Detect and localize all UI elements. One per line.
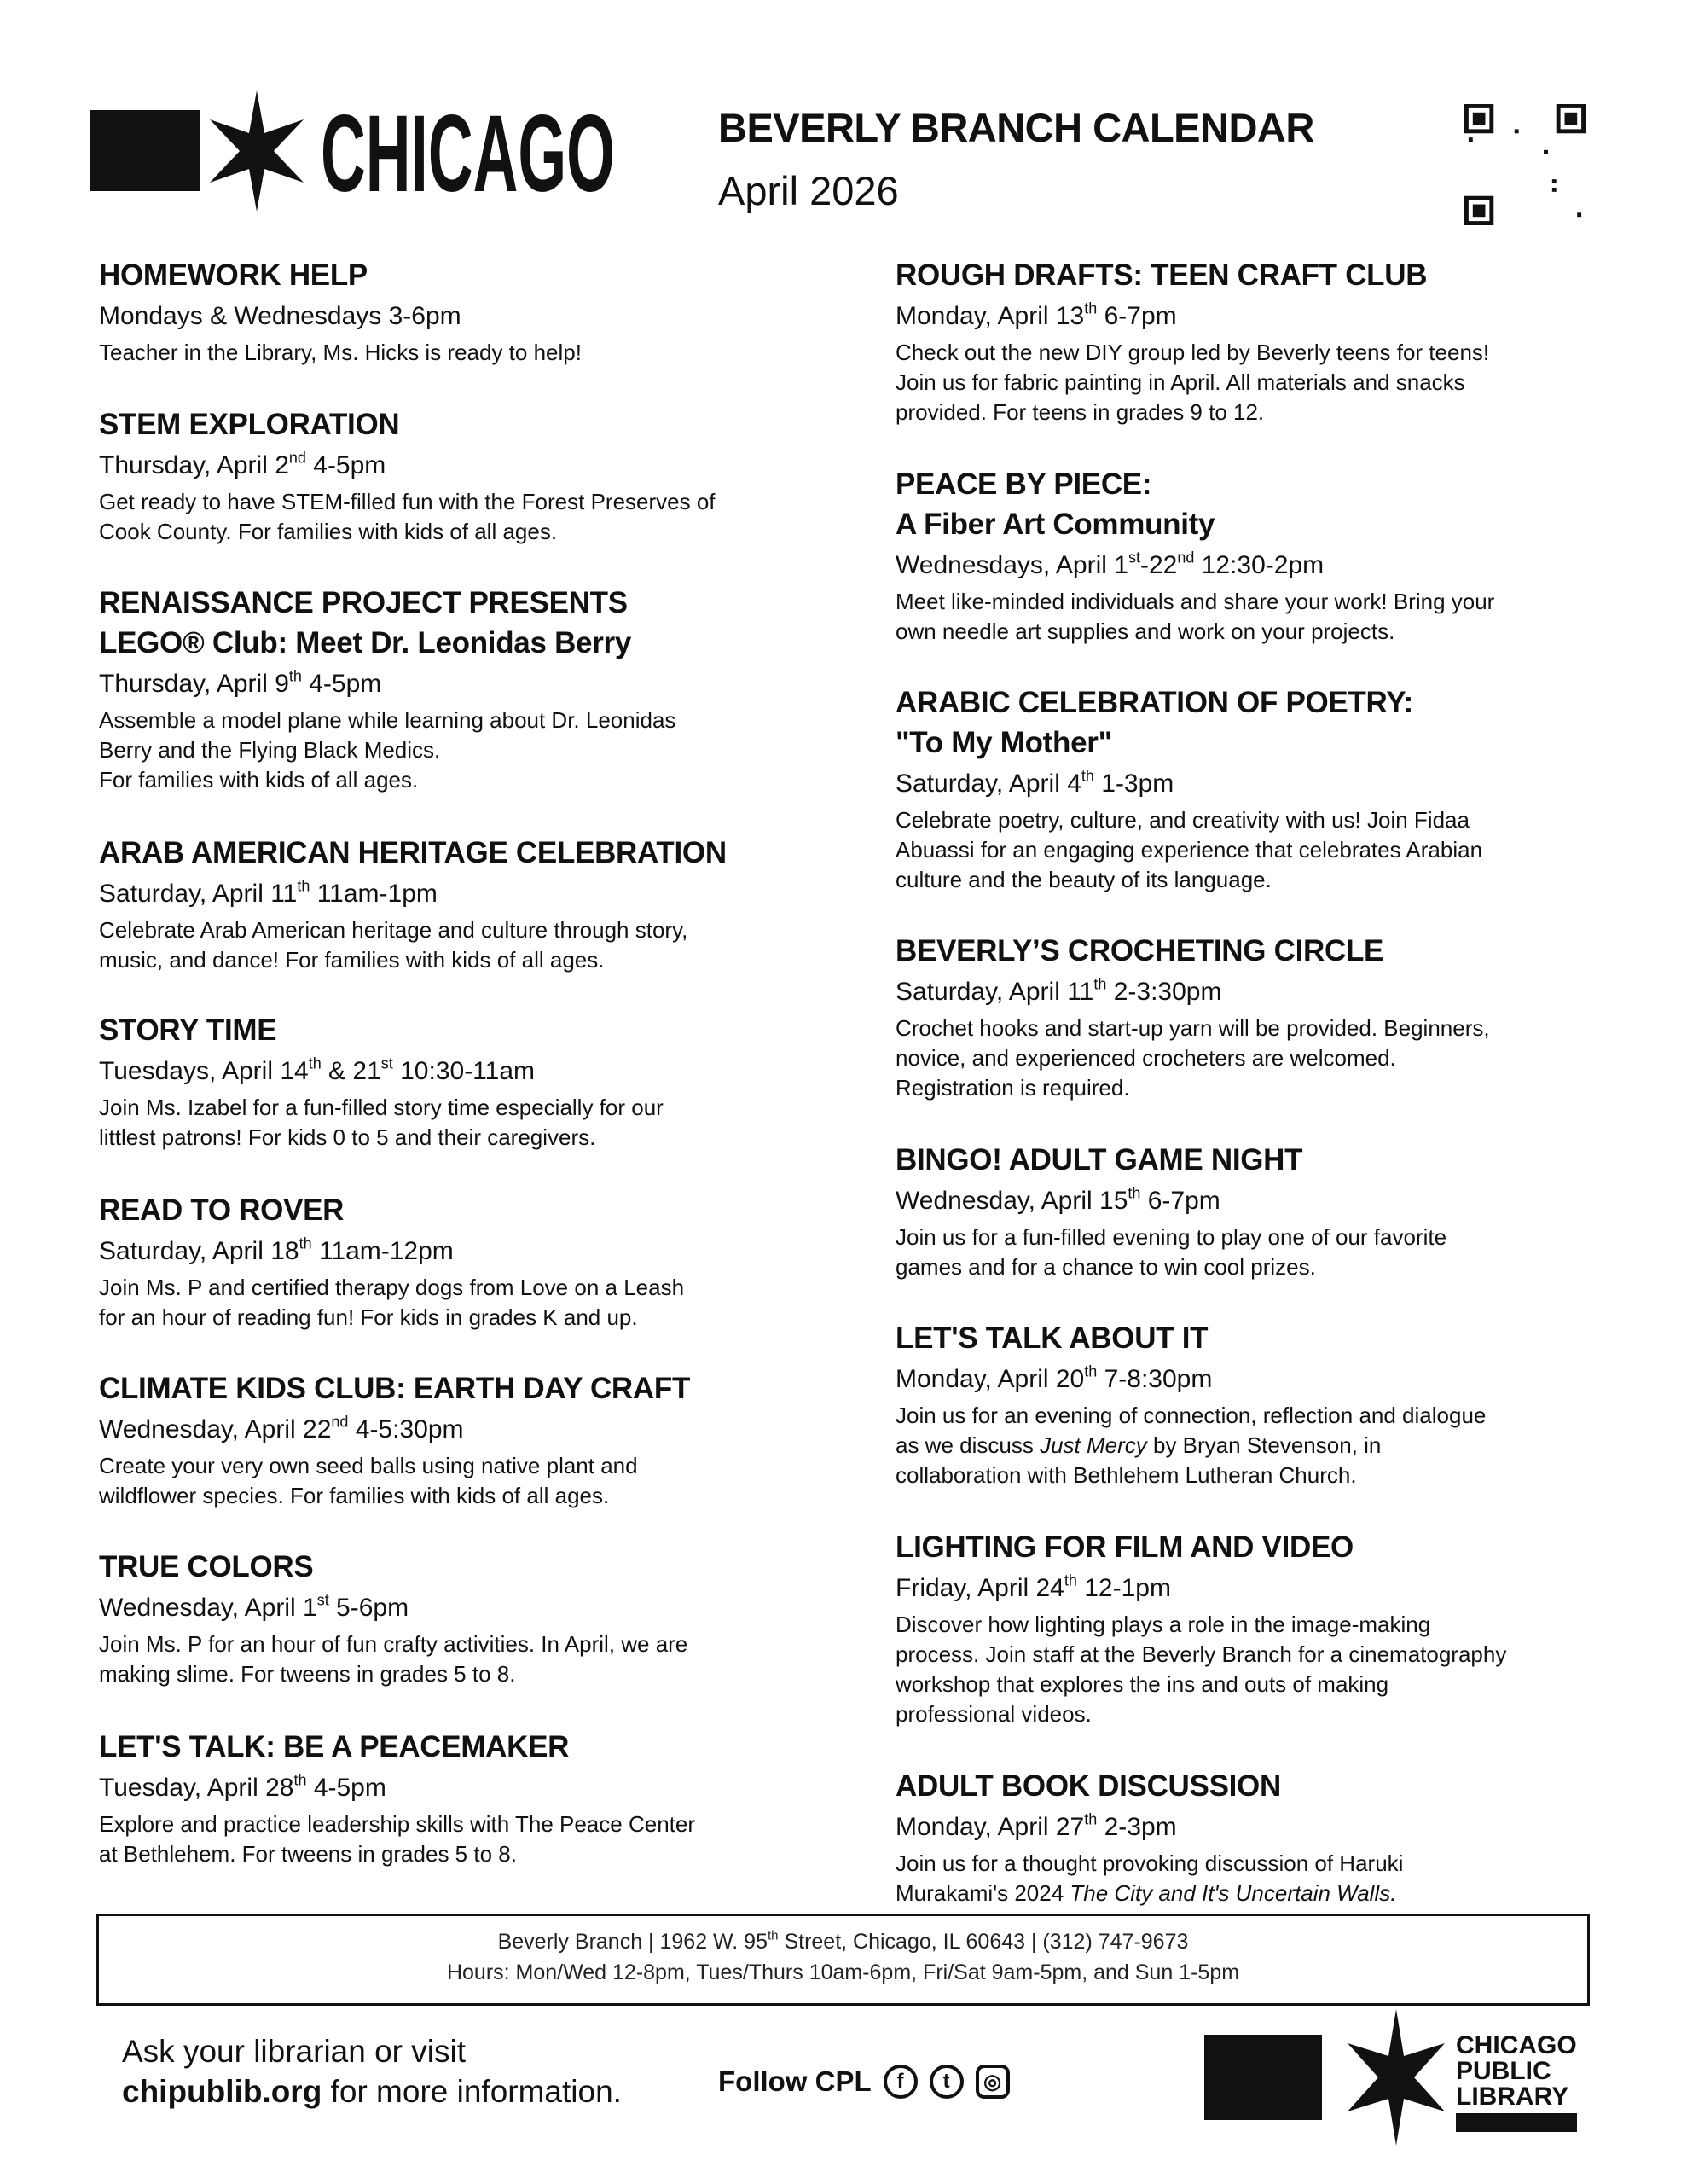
text-segment: th [1084,1810,1098,1828]
event-date [896,768,1612,800]
event-title [896,931,1612,971]
text-segment: workshop that explores the ins and outs of making [896,1671,1389,1697]
description-line [896,1461,1612,1490]
text-segment: th [1081,767,1094,785]
event-date [99,878,815,910]
event-title-line: CLIMATE KIDS CLUB: EARTH DAY CRAFT [99,1372,691,1405]
text-segment: littlest patrons! For kids 0 to 5 and their caregivers. [99,1124,596,1150]
event-title-line: READ TO ROVER [99,1194,345,1227]
description-line [99,1123,815,1153]
text-segment: Wednesday, April 15 [896,1187,1128,1215]
event-description [99,915,815,975]
calendar-month: April 2026 [718,168,899,213]
event-title-line: HOMEWORK HELP [99,258,368,292]
description-line [896,1849,1612,1879]
text-segment: Check out the new DIY group led by Beverly teens for teens! [896,340,1490,365]
event-left-5 [99,1190,815,1333]
description-line [896,1014,1612,1043]
description-line [896,1401,1612,1431]
text-segment: provided. For teens in grades 9 to 12. [896,399,1265,425]
text-segment: 5-6pm [328,1594,409,1622]
text-segment: -22 [1139,551,1178,579]
text-segment: th [288,667,302,685]
event-description [99,1809,815,1869]
event-title [99,1368,815,1409]
text-segment: Registration is required. [896,1075,1130,1101]
description-line [896,1431,1612,1461]
event-date [896,976,1612,1008]
description-line [896,865,1612,895]
text-segment: for an hour of reading fun! For kids in grades K and up. [99,1304,638,1330]
text-segment: Monday, April 27 [896,1813,1085,1841]
event-title-line: LIGHTING FOR FILM AND VIDEO [896,1531,1354,1564]
event-date [99,1235,815,1268]
chipublib-link[interactable]: chipublib.org [122,2074,322,2109]
text-segment: th [299,1234,312,1252]
event-title [896,464,1612,544]
follow-cpl: Follow CPL f t ◎ [718,2065,1010,2099]
event-description [896,1610,1612,1729]
description-line [896,587,1612,617]
description-line [99,1093,815,1123]
text-segment: Tuesdays, April 14 [99,1057,309,1085]
svg-text:CHICAGO: CHICAGO [321,93,615,212]
svg-text:LIBRARY: LIBRARY [1456,2082,1569,2111]
event-title-line: LEGO® Club: Meet Dr. Leonidas Berry [99,626,632,659]
description-line [99,338,815,368]
event-description [896,338,1612,427]
text-segment: Saturday, April 11 [896,978,1094,1006]
event-date [99,668,815,700]
event-title-line: ARAB AMERICAN HERITAGE CELEBRATION [99,836,727,869]
text-segment: by Bryan Stevenson, in [1146,1432,1382,1458]
event-title-line: A Fiber Art Community [896,508,1215,541]
text-segment: th [308,1054,322,1072]
text-segment: 10:30-11am [392,1057,535,1085]
text-segment: Join us for a fun-filled evening to play one of our favorite [896,1224,1447,1250]
text-segment: th [297,877,310,895]
description-line [896,805,1612,835]
event-right-7 [896,1766,1612,1908]
branch-info-box [96,1914,1590,2006]
qr-code[interactable] [1464,104,1586,225]
text-segment: Create your very own seed balls using native plant and [99,1453,638,1478]
event-date [896,1811,1612,1844]
description-line [896,1699,1612,1729]
text-segment: th [1128,1184,1141,1202]
text-segment: th [1093,975,1107,993]
event-title-line: ADULT BOOK DISCUSSION [896,1769,1281,1803]
text-segment: 6-7pm [1140,1187,1220,1215]
event-description [99,1093,815,1153]
event-date [896,300,1612,333]
event-description [99,706,815,795]
description-line [99,517,815,547]
description-line [896,1223,1612,1252]
text-segment: Abuassi for an engaging experience that celebrates Arabian [896,837,1483,863]
text-segment: Friday, April 24 [896,1574,1064,1602]
text-segment: Celebrate Arab American heritage and culture through story, [99,917,688,943]
text-segment: Celebrate poetry, culture, and creativity with us! Join Fidaa [896,807,1470,833]
event-description [99,1273,815,1333]
text-segment: novice, and experienced crocheters are welcomed. [896,1045,1396,1071]
event-title-line: ARABIC CELEBRATION OF POETRY: [896,686,1414,719]
description-line [99,1659,815,1689]
chicago-public-library-logo [1204,2009,1588,2146]
text-segment: Assemble a model plane while learning about Dr. Leonidas [99,707,676,733]
text-segment: games and for a chance to win cool prizes. [896,1254,1316,1280]
text-segment: th [293,1771,307,1789]
event-title [99,255,815,295]
event-description [896,587,1612,647]
text-segment: Monday, April 13 [896,302,1085,330]
text-segment: nd [331,1413,349,1431]
text-segment: Thursday, April 9 [99,670,289,698]
text-segment: th [1084,1362,1098,1380]
text-segment: Join us for an evening of connection, reflection and dialogue [896,1403,1487,1428]
event-date [99,1772,815,1804]
description-line [99,945,815,975]
text-segment: Wednesday, April 22 [99,1415,332,1443]
description-line [896,1879,1612,1908]
event-date [99,300,815,333]
event-title-line: LET'S TALK ABOUT IT [896,1321,1209,1355]
text-segment: The City and It's Uncertain Walls. [1070,1880,1397,1906]
text-segment: Cook County. For families with kids of all ages. [99,519,558,544]
text-segment: 4-5pm [306,1774,386,1802]
text-segment: process. Join staff at the Beverly Branch for a cinematography [896,1641,1507,1667]
event-left-0 [99,255,815,368]
event-title-line: LET'S TALK: BE A PEACEMAKER [99,1730,570,1763]
event-description [99,1451,815,1511]
event-left-2 [99,583,815,795]
text-segment: professional videos. [896,1701,1092,1727]
description-line [896,1670,1612,1699]
text-segment: 7-8:30pm [1097,1365,1213,1393]
svg-text:PUBLIC: PUBLIC [1456,2057,1551,2085]
text-segment: as we discuss [896,1432,1041,1458]
text-segment: Just Mercy [1040,1432,1147,1458]
event-right-0 [896,255,1612,427]
event-title [99,1010,815,1050]
instagram-icon[interactable]: ◎ [976,2065,1010,2099]
event-title [896,1140,1612,1180]
description-line [99,765,815,795]
description-line [896,1610,1612,1640]
event-date [896,1185,1612,1217]
description-line [896,338,1612,368]
event-left-3 [99,833,815,975]
event-title [99,404,815,444]
text-segment: Get ready to have STEM-filled fun with the Forest Preserves of [99,489,716,514]
text-segment: st [316,1591,329,1609]
twitter-icon[interactable]: t [930,2065,964,2099]
event-description [99,338,815,368]
event-title [896,682,1612,763]
description-line [896,835,1612,865]
text-segment: wildflower species. For families with kids of all ages. [99,1483,610,1508]
branch-hours: Hours: Mon/Wed 12-8pm, Tues/Thurs 10am-6pm, Fri/Sat 9am-5pm, and Sun 1-5pm [446,1960,1240,1984]
text-segment: 12-1pm [1076,1574,1171,1602]
event-title-line: BEVERLY’S CROCHETING CIRCLE [896,934,1384,967]
event-date [99,1592,815,1624]
description-line [99,1809,815,1839]
event-title-line: TRUE COLORS [99,1550,314,1583]
event-title [99,1727,815,1767]
description-line [896,398,1612,427]
text-segment: own needle art supplies and work on your projects. [896,619,1395,644]
event-left-7 [99,1547,815,1689]
event-title-line: BINGO! ADULT GAME NIGHT [896,1143,1303,1176]
event-date [99,1055,815,1088]
text-segment: at Bethlehem. For tweens in grades 5 to 8. [99,1841,517,1867]
text-segment: Join us for a thought provoking discussion of Haruki [896,1850,1404,1876]
text-segment: Saturday, April 18 [99,1237,299,1265]
event-description [99,1629,815,1689]
text-segment: 6-7pm [1097,302,1177,330]
text-segment: nd [1177,549,1195,566]
event-date [896,549,1612,582]
text-segment: 4-5:30pm [348,1415,464,1443]
description-line [896,1073,1612,1103]
text-segment: Join Ms. P for an hour of fun crafty activities. In April, we are [99,1631,688,1657]
description-line [99,1481,815,1511]
text-segment: 11am-12pm [311,1237,454,1265]
event-right-6 [896,1527,1612,1729]
event-right-3 [896,931,1612,1103]
text-segment: th [1084,299,1098,317]
text-segment: Tuesday, April 28 [99,1774,294,1802]
description-line [99,1273,815,1303]
event-title [896,255,1612,295]
description-line [896,617,1612,647]
text-segment: Wednesday, April 1 [99,1594,317,1622]
event-title [896,1318,1612,1358]
description-line [99,1303,815,1333]
description-line [896,368,1612,398]
event-title-line: STEM EXPLORATION [99,408,400,441]
event-title [896,1766,1612,1806]
text-segment: 4-5pm [305,451,386,479]
event-left-8 [99,1727,815,1869]
text-segment: Thursday, April 2 [99,451,289,479]
description-line [896,1640,1612,1670]
text-segment: Join Ms. Izabel for a fun-filled story time especially for our [99,1095,664,1120]
page-title: BEVERLY BRANCH CALENDAR [718,105,1314,150]
event-left-6 [99,1368,815,1511]
text-segment: culture and the beauty of its language. [896,867,1272,892]
description-line [896,1252,1612,1282]
event-right-1 [896,464,1612,647]
text-segment: Mondays & Wednesdays 3-6pm [99,302,461,330]
text-segment: 12:30-2pm [1194,551,1325,579]
event-title [99,583,815,663]
event-description [896,1223,1612,1282]
description-line [99,1629,815,1659]
event-left-1 [99,404,815,547]
text-segment: Berry and the Flying Black Medics. [99,737,441,763]
text-segment: 11am-1pm [310,880,438,908]
text-segment: nd [288,449,306,467]
text-segment: For families with kids of all ages. [99,767,419,793]
event-description [99,487,815,547]
text-segment: Saturday, April 11 [99,880,298,908]
event-title [896,1527,1612,1567]
event-title [99,1190,815,1230]
chicago-logo [90,90,619,212]
text-segment: Crochet hooks and start-up yarn will be provided. Beginners, [896,1015,1490,1041]
event-date [99,450,815,482]
text-segment: Explore and practice leadership skills with The Peace Center [99,1811,695,1837]
text-segment: st [380,1054,393,1072]
text-segment: Teacher in the Library, Ms. Hicks is ready to help! [99,340,582,365]
ask-librarian-text: Ask your librarian or visit chipublib.org for more information. [122,2034,622,2109]
event-right-4 [896,1140,1612,1282]
description-line [99,735,815,765]
event-description [896,1849,1612,1908]
event-description [896,1401,1612,1490]
text-segment: 2-3pm [1097,1813,1177,1841]
description-line [99,915,815,945]
text-segment: Monday, April 20 [896,1365,1085,1393]
text-segment: Join us for fabric painting in April. All materials and snacks [896,369,1465,395]
description-line [99,1451,815,1481]
text-segment: Meet like-minded individuals and share your work! Bring your [896,589,1495,614]
text-segment: music, and dance! For families with kids of all ages. [99,947,605,973]
event-date [896,1363,1612,1396]
event-title [99,833,815,873]
text-segment: th [1064,1571,1077,1589]
event-title-line: ROUGH DRAFTS: TEEN CRAFT CLUB [896,258,1428,292]
text-segment: making slime. For tweens in grades 5 to 8. [99,1661,516,1687]
text-segment: 4-5pm [301,670,382,698]
text-segment: & 21 [321,1057,381,1085]
description-line [99,706,815,735]
event-right-5 [896,1318,1612,1490]
event-date [896,1572,1612,1605]
event-title-line: STORY TIME [99,1014,277,1047]
event-title-line: RENAISSANCE PROJECT PRESENTS [99,586,628,619]
event-title-line: "To My Mother" [896,726,1112,759]
event-left-4 [99,1010,815,1153]
description-line [896,1043,1612,1073]
event-title-line: PEACE BY PIECE: [896,468,1152,501]
event-title [99,1547,815,1587]
svg-text:CHICAGO: CHICAGO [1456,2031,1577,2059]
text-segment: 2-3:30pm [1106,978,1222,1006]
text-segment: collaboration with Bethlehem Lutheran Church. [896,1462,1357,1488]
text-segment: Discover how lighting plays a role in the image-making [896,1612,1431,1637]
event-right-2 [896,682,1612,895]
text-segment: st [1128,549,1140,566]
text-segment: Murakami's 2024 [896,1880,1070,1906]
text-segment: Join Ms. P and certified therapy dogs from Love on a Leash [99,1275,685,1300]
description-line [99,487,815,517]
facebook-icon[interactable]: f [884,2065,918,2099]
text-segment: Wednesdays, April 1 [896,551,1128,579]
event-description [896,1014,1612,1103]
text-segment: 1-3pm [1093,770,1174,798]
text-segment: Saturday, April 4 [896,770,1081,798]
branch-address: Beverly Branch | 1962 W. 95th Street, Chicago, IL 60643 | (312) 747-9673 [497,1928,1189,1954]
event-date [99,1414,815,1446]
description-line [99,1839,815,1869]
event-description [896,805,1612,895]
